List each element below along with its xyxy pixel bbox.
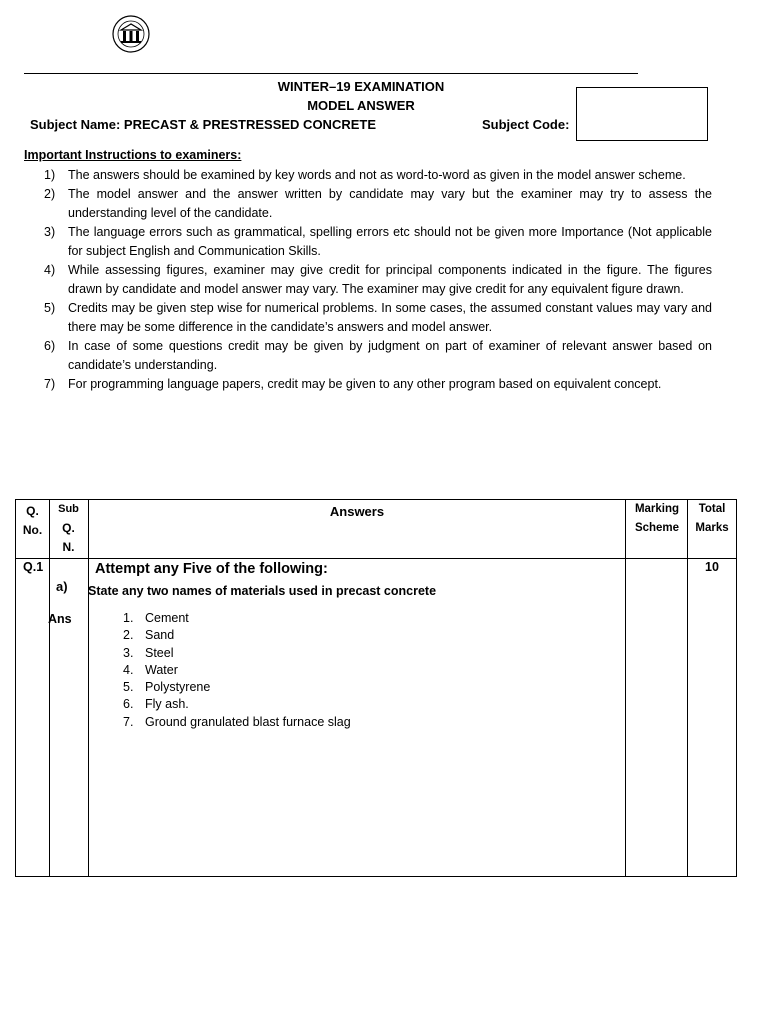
instruction-number: 2) [44, 187, 56, 201]
sub-question-number: a) [56, 579, 68, 594]
header-q-no [16, 502, 49, 540]
header-answers: Answers [329, 504, 385, 519]
instruction-number: 1) [44, 168, 56, 182]
header-sub-line1: Sub [58, 503, 79, 515]
instruction-item [24, 337, 712, 375]
instruction-number: 6) [44, 339, 56, 353]
answer-number: 4. [123, 662, 134, 677]
instruction-text: For programming language papers, credit may be given to any other program based on equivalent concept. [68, 377, 662, 391]
instruction-item [24, 166, 712, 185]
model-answer-title: MODEL ANSWER [307, 98, 415, 113]
column-divider [625, 500, 626, 876]
header-q-no-line1: Q. [26, 504, 39, 518]
header-marking-scheme [626, 500, 688, 538]
instruction-item [24, 185, 712, 223]
exam-title: WINTER–19 EXAMINATION [277, 79, 445, 94]
answer-number: 7. [123, 714, 134, 729]
instruction-item [24, 375, 712, 394]
answer-number: 2. [123, 628, 134, 643]
instruction-text: The answers should be examined by key words and not as word-to-word as given in the model answer scheme. [68, 168, 686, 182]
answer-list [123, 610, 351, 731]
answer-table [15, 499, 737, 877]
subject-name: Subject Name: PRECAST & PRESTRESSED CONCRETE [30, 117, 377, 132]
instruction-text: The model answer and the answer written by candidate may vary but the examiner may try to assess the understanding level of the candidate. [68, 187, 712, 220]
answer-item [123, 679, 351, 696]
total-marks-value: 10 [705, 560, 719, 574]
subject-code-label: Subject Code: [482, 117, 570, 132]
column-divider [687, 500, 688, 876]
instruction-text: The language errors such as grammatical, spelling errors etc should not be given more Importance (Not applicable for subject English and Communication Skills. [68, 225, 712, 258]
instruction-text: While assessing figures, examiner may give credit for principal components indicated in the figure. The figures drawn by candidate and model answer may vary. The examiner may give credit for any equivalent figure drawn. [68, 263, 712, 296]
answer-item [123, 696, 351, 713]
instruction-number: 5) [44, 301, 56, 315]
answer-text: Fly ash. [145, 697, 189, 712]
instruction-text: Credits may be given step wise for numerical problems. In some cases, the assumed constant values may vary and there may be some difference in the candidate’s answers and model answer. [68, 301, 712, 334]
answer-item [123, 662, 351, 679]
answer-item [123, 645, 351, 662]
answer-item [123, 627, 351, 644]
instruction-number: 3) [44, 225, 56, 239]
instructions-list [24, 166, 712, 394]
answer-number: 1. [123, 611, 134, 625]
answer-text: Ground granulated blast furnace slag [145, 714, 351, 729]
answer-number: 6. [123, 697, 134, 712]
header-sub-line2: Q. [62, 521, 75, 535]
instruction-item [24, 223, 712, 261]
instruction-number: 7) [44, 377, 56, 391]
subject-code-box [576, 87, 708, 141]
question-number: Q.1 [23, 560, 44, 574]
header-rule [24, 73, 638, 74]
instruction-item [24, 261, 712, 299]
answer-number: 3. [123, 645, 134, 660]
instructions-heading: Important Instructions to examiners: [24, 148, 242, 162]
header-marking-line2: Scheme [634, 522, 680, 534]
instruction-number: 4) [44, 263, 56, 277]
answer-label: Ans [48, 612, 72, 626]
instruction-item [24, 299, 712, 337]
header-sub-q [49, 500, 88, 557]
answer-text: Cement [145, 611, 189, 625]
answer-text: Polystyrene [145, 680, 211, 695]
answer-text: Water [145, 662, 178, 677]
institution-logo-icon [108, 14, 154, 54]
header-sub-line3: N. [62, 540, 75, 554]
header-total-line1: Total [698, 503, 726, 515]
question-text: State any two names of materials used in precast concrete [88, 584, 437, 598]
header-q-no-line2: No. [22, 523, 43, 537]
answer-text: Sand [145, 628, 175, 643]
section-title: Attempt any Five of the following: [95, 561, 328, 577]
header-total-line2: Marks [695, 522, 729, 534]
header-row-divider [16, 558, 736, 559]
instruction-text: In case of some questions credit may be given by judgment on part of examiner of relevant answer based on candidate’s understanding. [68, 339, 712, 372]
answer-text: Steel [145, 645, 174, 660]
answer-item [123, 714, 351, 731]
header-total-marks [688, 500, 736, 538]
column-divider [88, 500, 89, 876]
answer-item [123, 610, 351, 627]
answer-number: 5. [123, 680, 134, 695]
header-marking-line1: Marking [634, 503, 680, 515]
